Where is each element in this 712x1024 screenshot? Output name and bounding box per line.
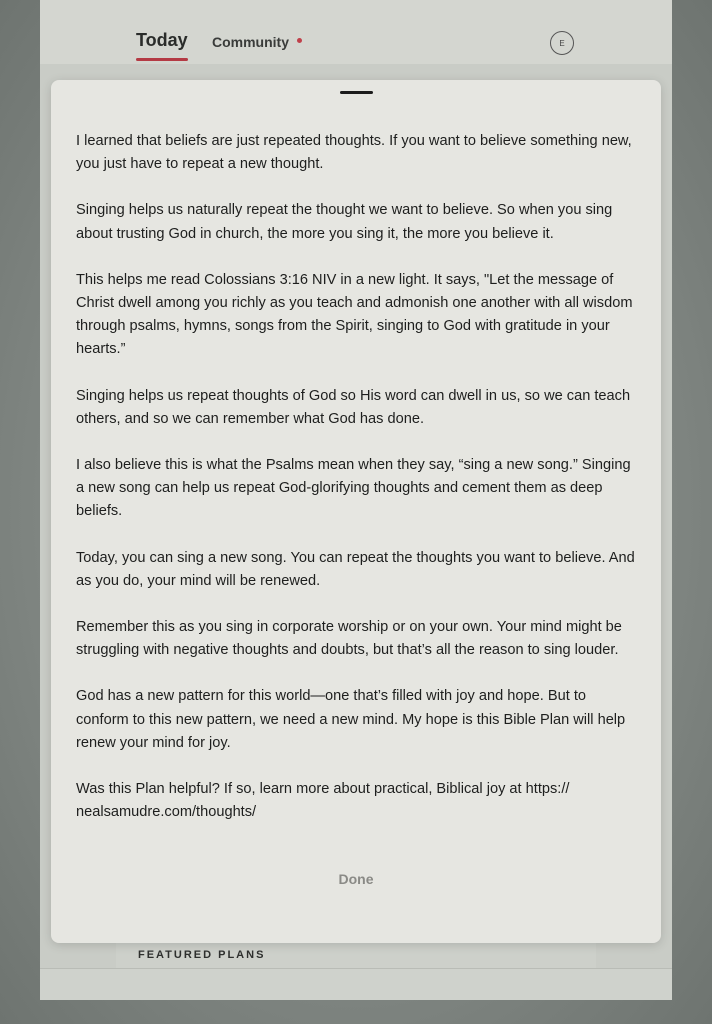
app-header (40, 0, 672, 64)
notification-dot-icon (297, 38, 302, 43)
sheet-grabber-handle[interactable] (340, 91, 373, 94)
featured-plans-section (116, 942, 596, 968)
active-tab-indicator (136, 58, 188, 61)
paragraph: Remember this as you sing in corporate worship or on your own. Your mind might be struggling with negative thoughts and doubts, but that’s all the reason to sing louder. (76, 619, 622, 659)
paragraph: Singing helps us repeat thoughts of God so His word can dwell in us, so we can teach others, and so we can remember what God has done. (76, 387, 631, 427)
sheet-body (76, 130, 641, 847)
tab-community[interactable]: Community (212, 34, 289, 50)
paragraph: Singing helps us naturally repeat the thought we want to believe. So when you sing about trusting God in church, the more you sing it, the more you believe it. (76, 202, 613, 242)
paragraph: I also believe this is what the Psalms mean when they say, “sing a new song.” Singing a new song can help us repeat God-glorifying thoughts and cement them as deep beliefs. (76, 457, 631, 520)
featured-plans-heading: FEATURED PLANS (138, 949, 266, 961)
paragraph-link[interactable]: Was this Plan helpful? If so, learn more about practical, Biblical joy at https:// nealsamudre.com/thoughts/ (76, 781, 570, 821)
devotional-sheet (51, 80, 661, 943)
paragraph: I learned that beliefs are just repeated thoughts. If you want to believe something new, you just have to repeat a new thought. (76, 133, 632, 173)
bottom-nav (40, 968, 672, 1000)
tab-today[interactable]: Today (136, 30, 188, 50)
paragraph: This helps me read Colossians 3:16 NIV in a new light. It says, "Let the message of Christ dwell among you richly as you teach and admonish one another with all wisdom through psalms, hymns, songs from the Spirit, singing to God with gratitude in your hearts.” (76, 271, 633, 358)
paragraph: Today, you can sing a new song. You can repeat the thoughts you want to believe. And as you do, your mind will be renewed. (76, 549, 635, 589)
paragraph: God has a new pattern for this world—one that’s filled with joy and hope. But to conform to this new pattern, we need a new mind. My hope is this Bible Plan will help renew your mind for joy. (76, 688, 626, 751)
done-button[interactable]: Done (306, 868, 406, 890)
avatar[interactable]: E (550, 31, 574, 55)
